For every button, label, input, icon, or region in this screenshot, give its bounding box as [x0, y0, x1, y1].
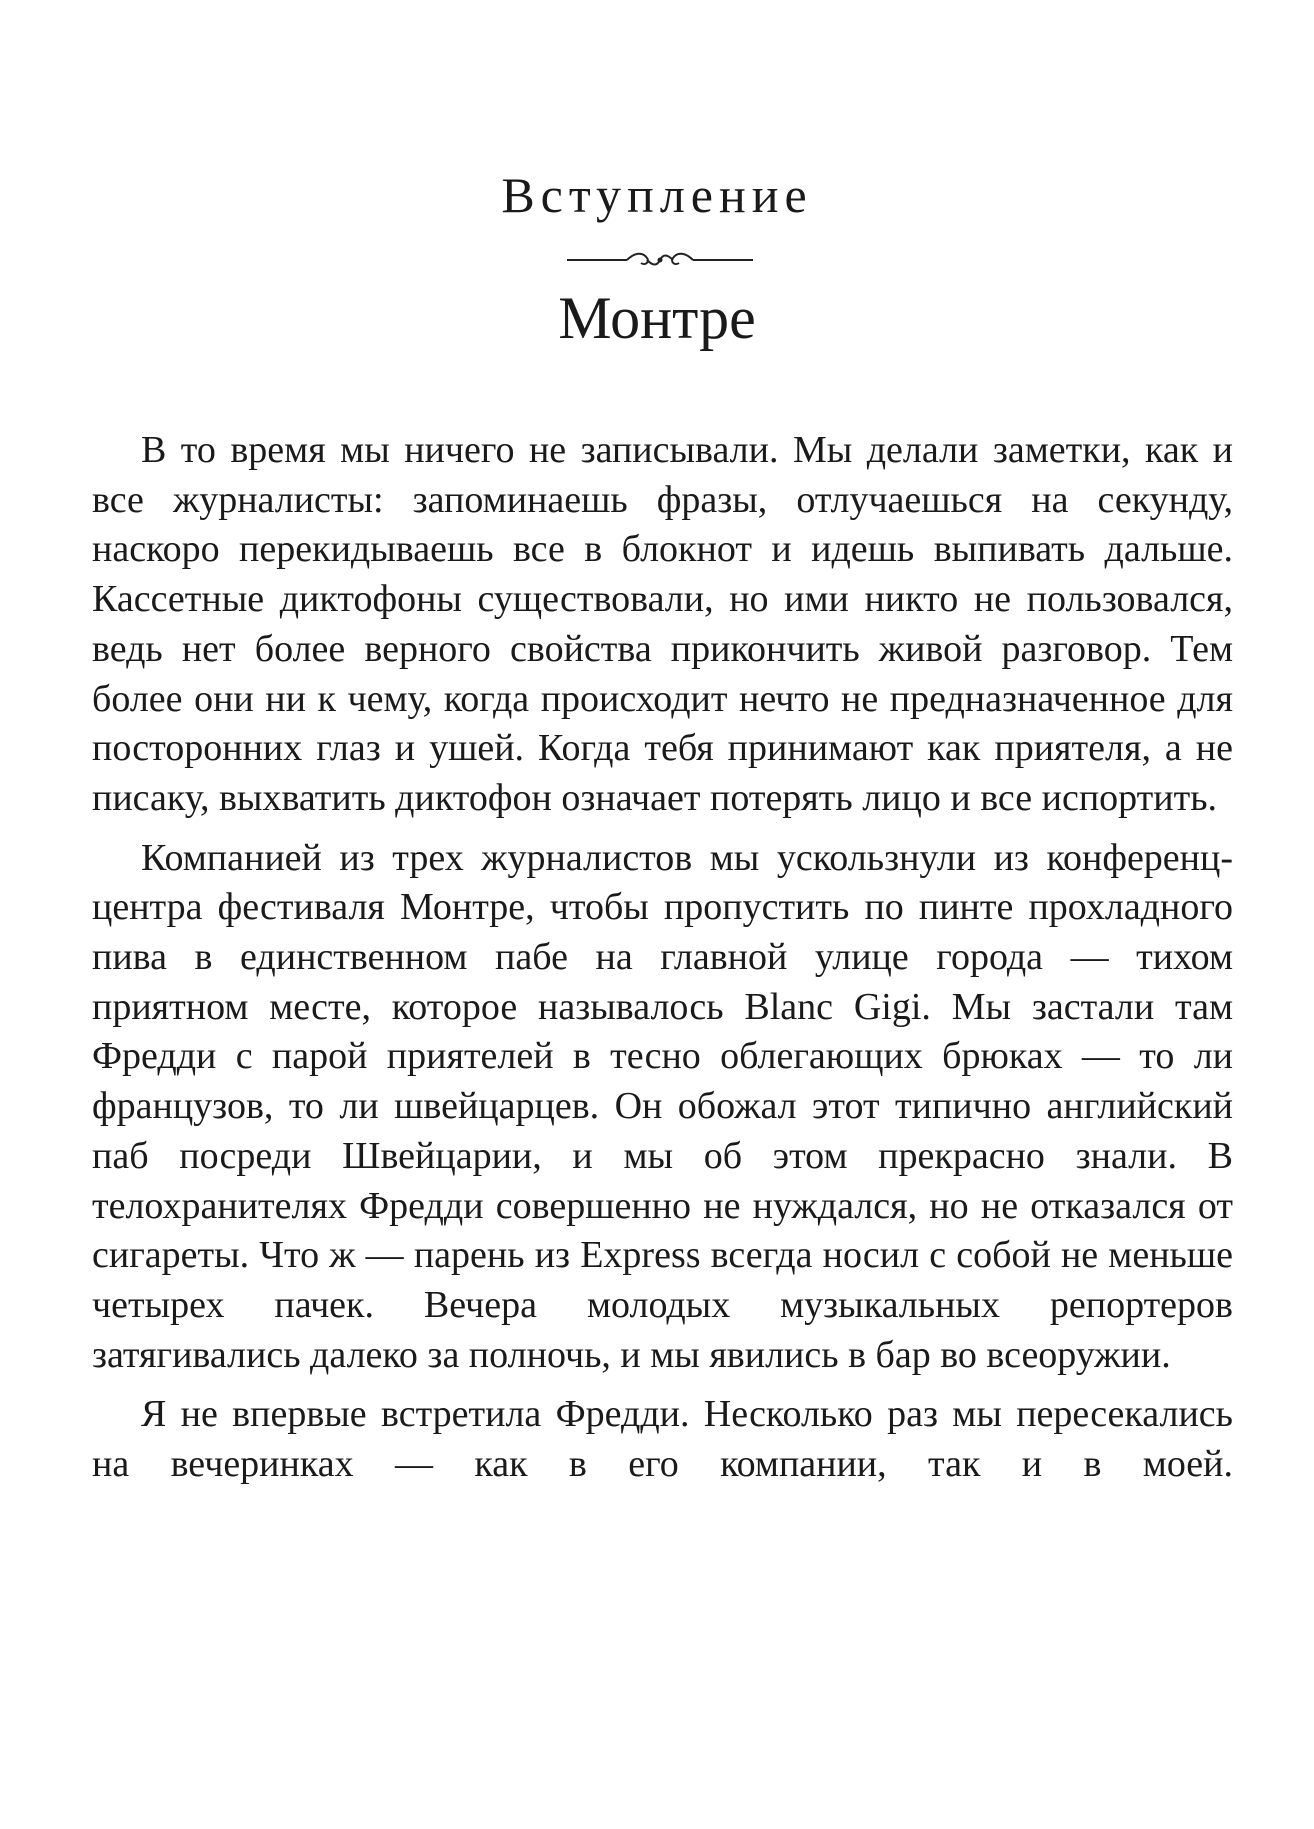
paragraph: В то время мы ничего не записывали. Мы делали заметки, как и все журналисты: запоминаешь фразы, отлучаешься на секунду, наскоро перекидываешь все в блокнот и идешь выпивать дальше. Кассетные диктофоны существовали, но ими никто не пользовался, ведь нет более верного свойства прикончить живой разговор. Тем более они ни к чему, когда происходит нечто не предназначенное для посторонних глаз и ушей. Когда тебя принимают как приятеля, а не писаку, выхватить диктофон означает потерять лицо и все испортить.	[92, 429, 1233, 819]
paragraph: Я не впервые встретила Фредди. Несколько раз мы пересекались на вечеринках — как в его компании, так и в моей.	[92, 1393, 1233, 1486]
section-label: Вступление	[501, 167, 813, 223]
chapter-title: Монтре	[558, 285, 756, 351]
body-text	[92, 426, 1233, 1500]
ornament-divider-icon	[565, 248, 755, 272]
paragraph: Компанией из трех журналистов мы ускользнули из конференц-центра фестиваля Монтре, чтобы пропустить по пинте прохладного пива в единственном пабе на главной улице города — тихом приятном месте, которое называлось Blanc Gigi. Мы застали там Фредди с парой приятелей в тесно облегающих брюках — то ли французов, то ли швейцарцев. Он обожал этот типично английский паб посреди Швейцарии, и мы об этом прекрасно знали. В телохранителях Фредди совершенно не нуждался, но не отказался от сигареты. Что ж — парень из Express всегда носил с собой не меньше четырех пачек. Вечера молодых музыкальных репортеров затягивались далеко за полночь, и мы явились в бар во всеоружии.	[92, 836, 1233, 1376]
